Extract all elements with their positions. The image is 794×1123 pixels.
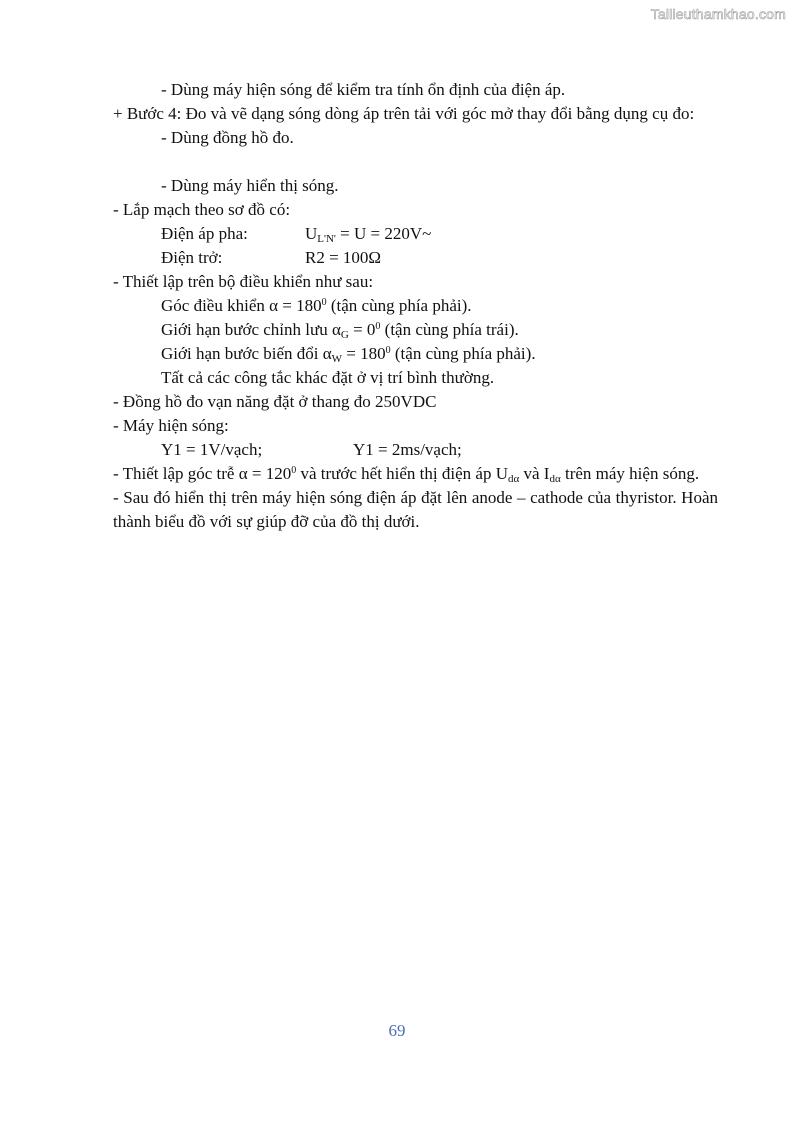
text-span: Y1 = 2ms/vạch; [353, 440, 462, 459]
subscript: dα [507, 473, 520, 485]
resistor-label: Điện trở: [161, 248, 223, 267]
text-paragraph: + Bước 4: Đo và vẽ dạng sóng dòng áp trên tải với góc mở thay đổi bằng dụng cụ đo: [113, 104, 695, 123]
superscript: 0 [385, 345, 391, 356]
voltage-label: Điện áp pha: [161, 224, 248, 243]
text-span: Giới hạn bước biến đổi α [161, 344, 332, 363]
superscript: 0 [291, 465, 297, 476]
rectifier-limit-line [113, 318, 718, 342]
superscript: 0 [375, 321, 381, 332]
text-span: và trước hết hiển thị điện áp U [296, 464, 508, 483]
text-span: - Thiết lập góc trễ α = 120 [113, 464, 292, 483]
subscript: G [340, 329, 349, 341]
voltage-symbol: U [305, 224, 318, 243]
text-span: (tận cùng phía trái). [380, 320, 519, 339]
text-span: Y1 = 1V/vạch; [161, 440, 263, 459]
control-angle-line [113, 294, 718, 318]
voltage-subscript: L'N' [317, 233, 336, 245]
text-span: trên máy hiện sóng. [560, 464, 700, 483]
text-line: Tất cả các công tắc khác đặt ở vị trí bình thường. [161, 368, 495, 387]
watermark: Tailieuthamkhao.com [650, 6, 786, 22]
text-span: (tận cùng phía phải). [390, 344, 536, 363]
document-body [113, 78, 718, 534]
inverter-limit-line [113, 342, 718, 366]
resistor-line [113, 246, 718, 270]
text-line: - Dùng máy hiện sóng để kiểm tra tính ổn định của điện áp. [161, 80, 566, 99]
text-line: - Dùng máy hiển thị sóng. [161, 176, 339, 195]
subscript: W [331, 353, 343, 365]
text-span: (tận cùng phía phải). [326, 296, 472, 315]
oscilloscope-settings-line [113, 438, 718, 462]
page-number: 69 [388, 1021, 406, 1040]
voltage-line [113, 222, 718, 246]
resistor-value: R2 = 100Ω [305, 248, 382, 267]
text-span: Góc điều khiển α = 180 [161, 296, 322, 315]
text-line: - Máy hiện sóng: [113, 416, 229, 435]
text-span: = 0 [348, 320, 376, 339]
superscript: 0 [321, 297, 327, 308]
text-line: - Thiết lập trên bộ điều khiển như sau: [113, 272, 374, 291]
text-span: và I [519, 464, 550, 483]
text-span: = 180 [342, 344, 386, 363]
text-paragraph [113, 462, 718, 486]
subscript: dα [549, 473, 561, 485]
text-span: Giới hạn bước chỉnh lưu α [161, 320, 341, 339]
text-line: - Lắp mạch theo sơ đồ có: [113, 200, 291, 219]
voltage-value: = U = 220V~ [335, 224, 432, 243]
text-line: - Đồng hồ đo vạn năng đặt ở thang đo 250VDC [113, 392, 437, 411]
blank-line [113, 150, 718, 174]
text-line: - Dùng đồng hồ đo. [161, 128, 294, 147]
text-paragraph: - Sau đó hiển thị trên máy hiện sóng điện áp đặt lên anode – cathode của thyristor. Hoàn thành biểu đồ với sự giúp đỡ của đồ thị dưới. [113, 488, 718, 531]
